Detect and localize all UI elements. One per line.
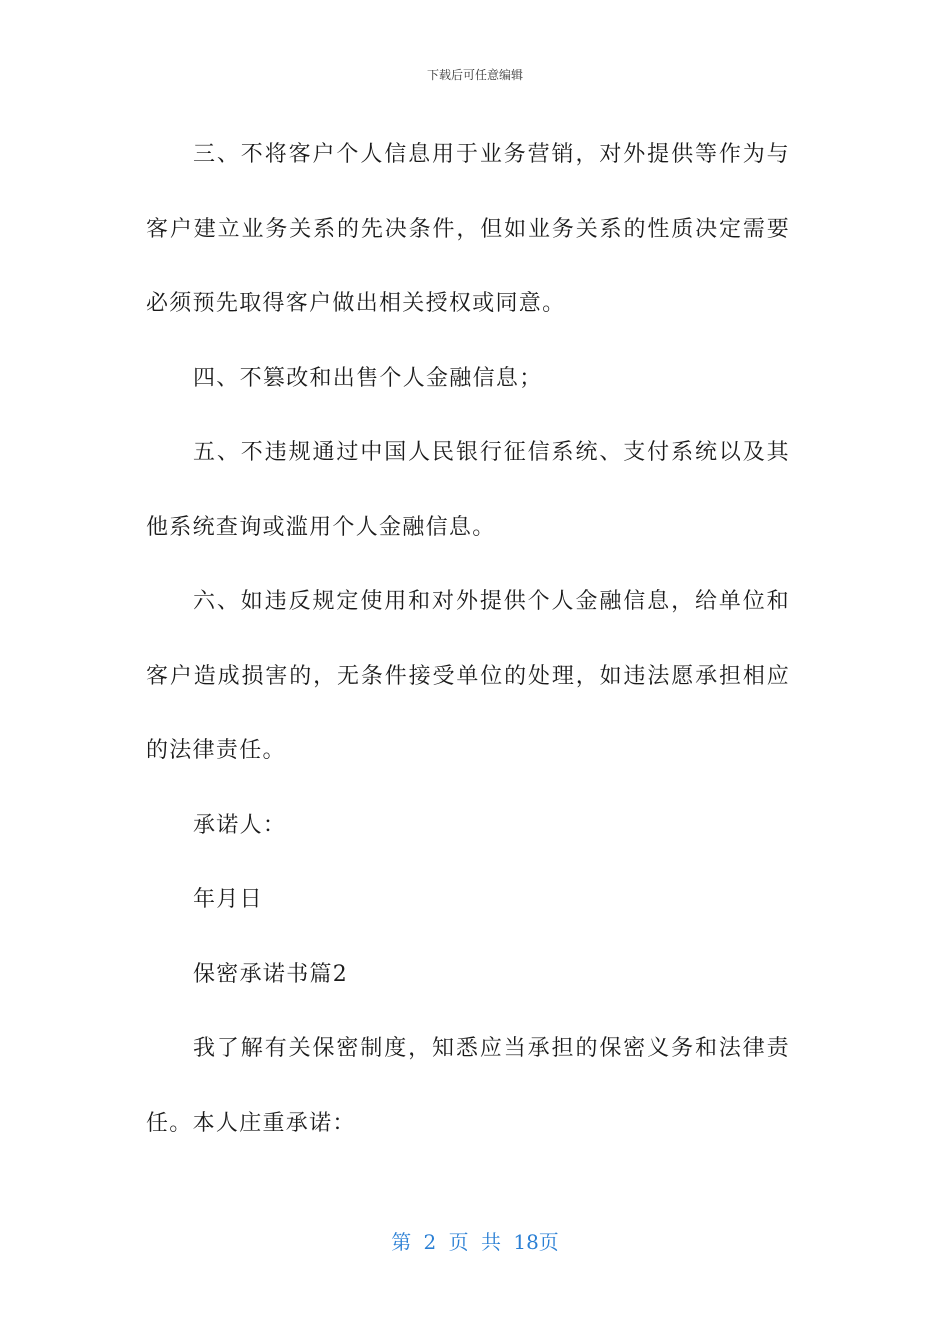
date-label: 年月日 (193, 887, 263, 912)
paragraph-clause-3: 三、不将客户个人信息用于业务营销，对外提供等作为与客户建立业务关系的先决条件，但如业务关系的性质决定需要必须预先取得客户做出相关授权或同意。 (146, 142, 790, 316)
document-body (146, 118, 790, 1161)
page-header-note: 下载后可任意编辑 (426, 68, 523, 82)
paragraph-clause-4: 四、不篡改和出售个人金融信息； (193, 365, 543, 391)
paragraph-clause-6: 六、如违反规定使用和对外提供个人金融信息，给单位和客户造成损害的，无条件接受单位的处理，如违法愿承担相应的法律责任。 (146, 589, 790, 763)
signatory-label: 承诺人： (193, 812, 287, 838)
page-number: 第 2 页 共 18页 (391, 1230, 559, 1254)
paragraph-intro: 我了解有关保密制度，知悉应当承担的保密义务和法律责任。本人庄重承诺： (146, 1036, 790, 1136)
paragraph-clause-5: 五、不违规通过中国人民银行征信系统、支付系统以及其他系统查询或滥用个人金融信息。 (146, 440, 790, 540)
section-title: 保密承诺书篇2 (193, 961, 349, 987)
